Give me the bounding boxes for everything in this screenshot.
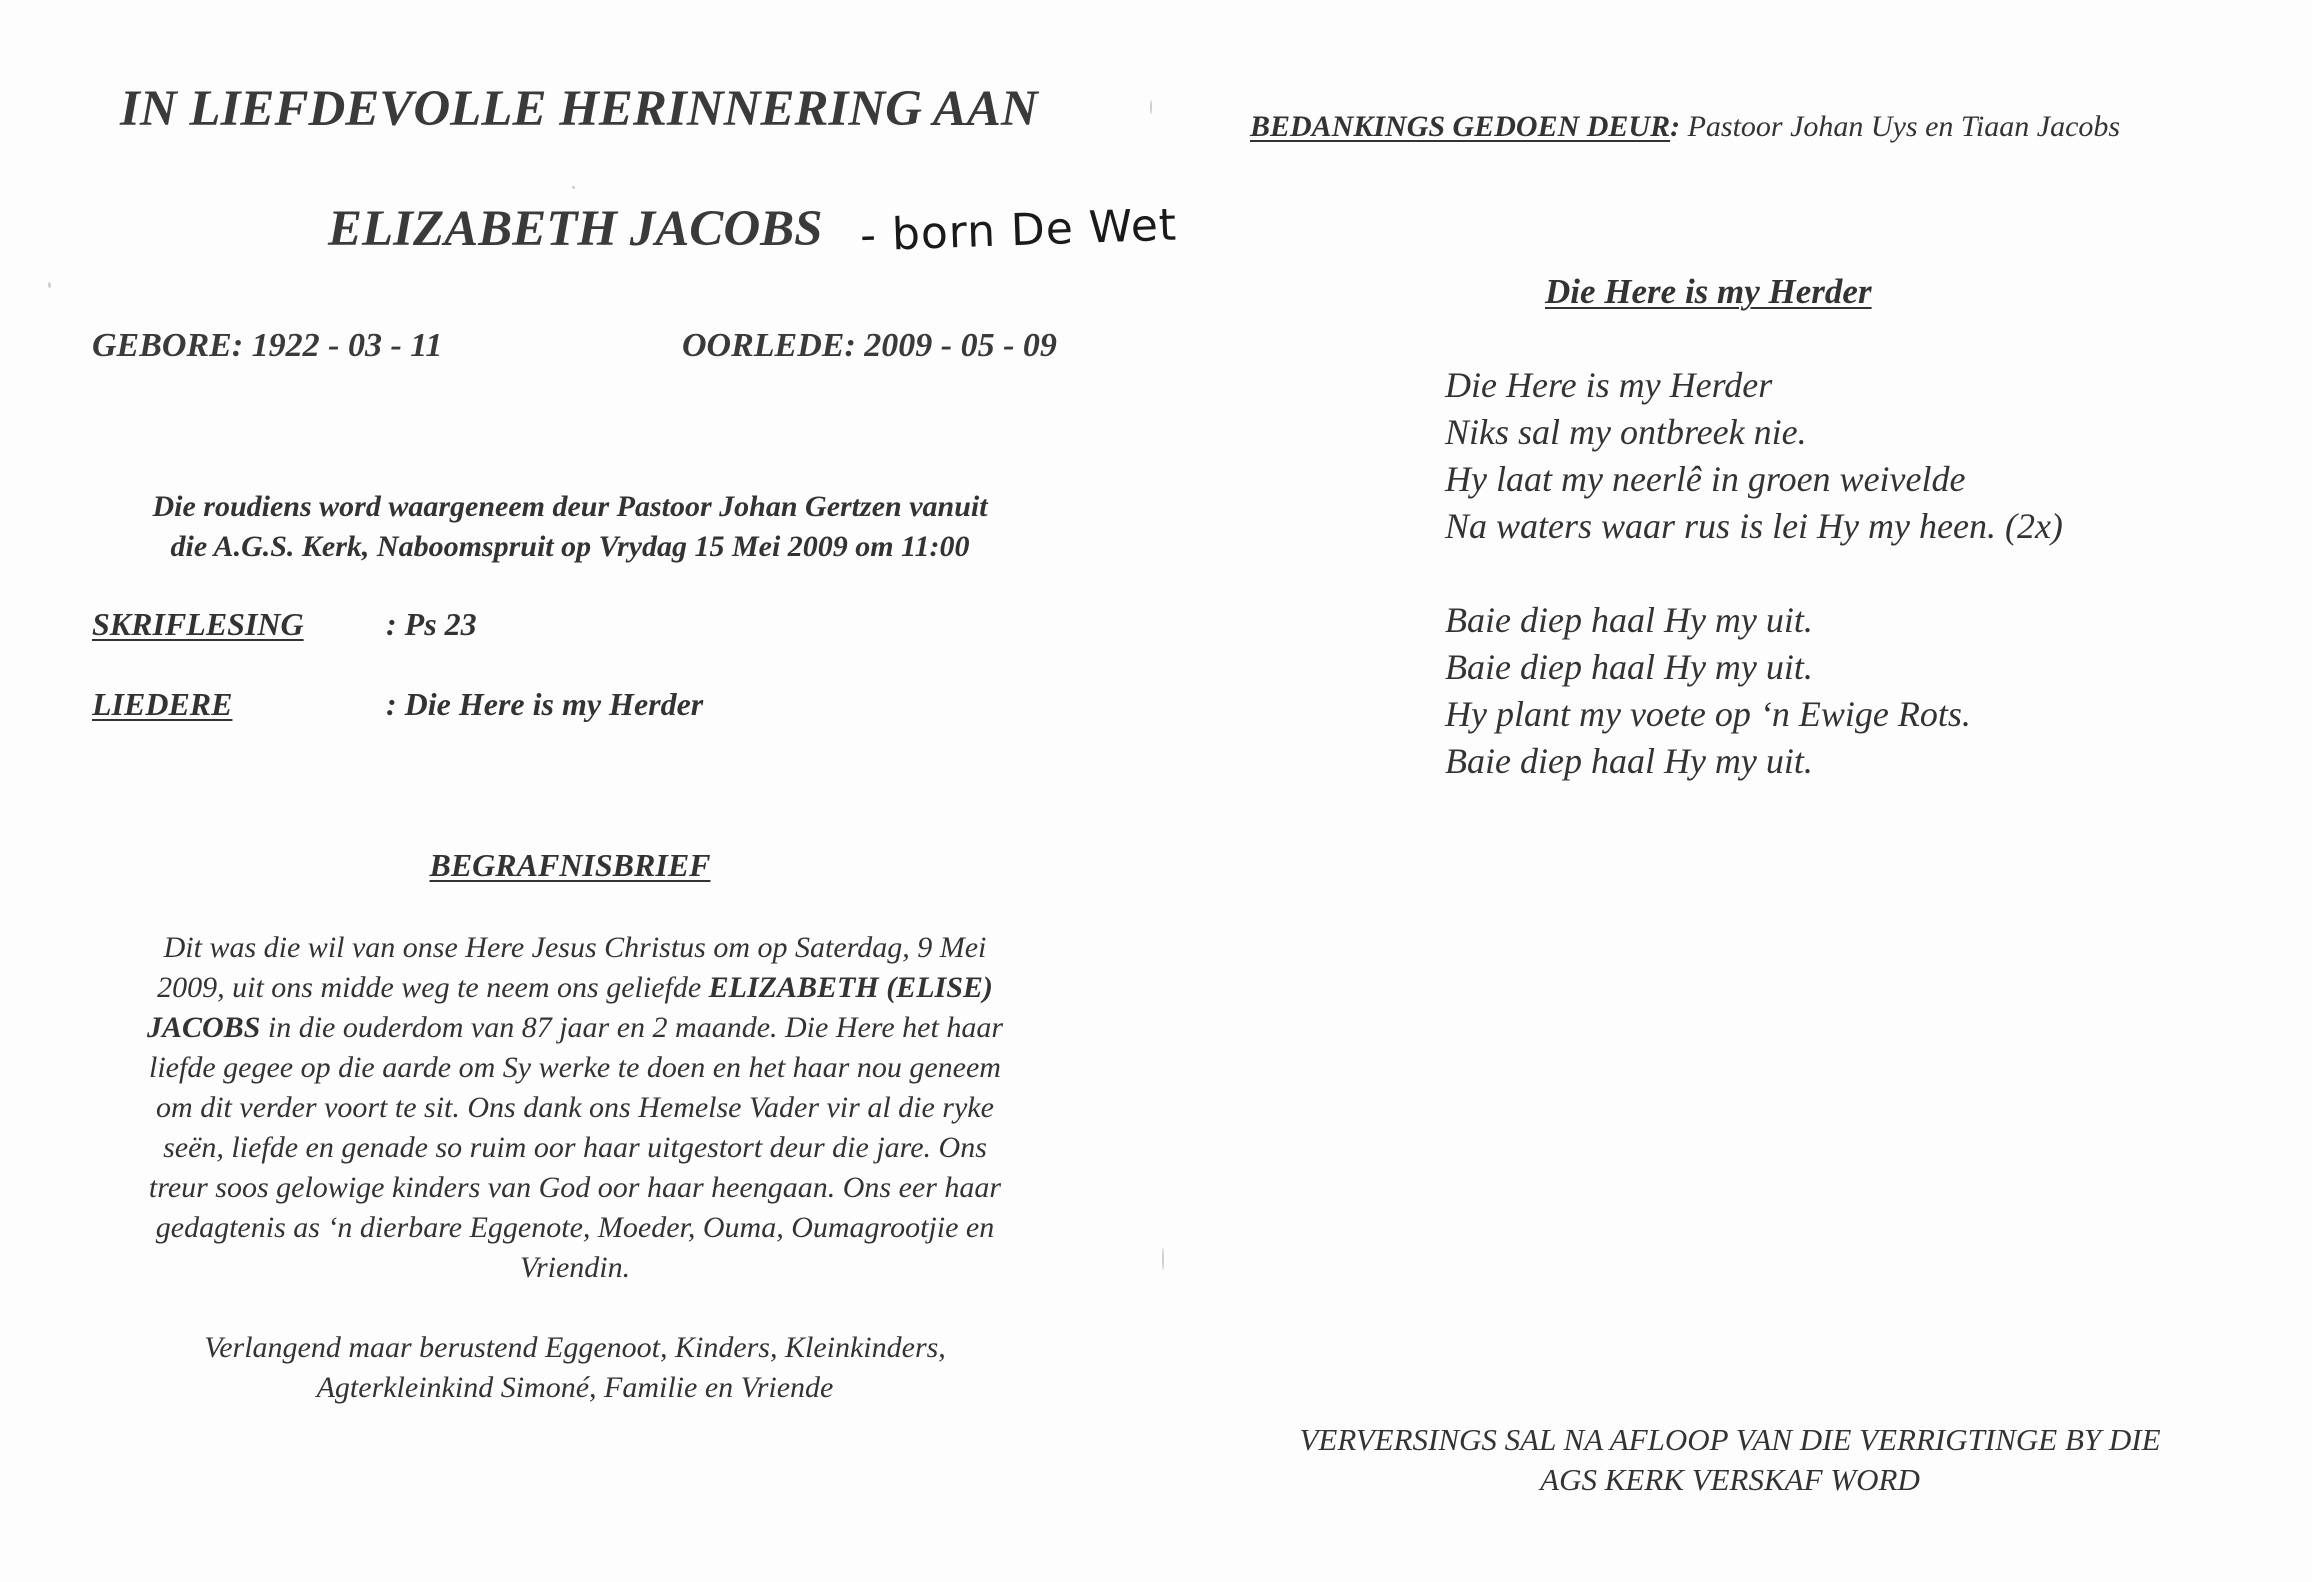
scan-speck [1162, 1248, 1164, 1270]
memorial-title: IN LIEFDEVOLLE HERINNERING AAN [120, 81, 1038, 137]
thanks-colon: : [1670, 110, 1681, 143]
refreshments-notice [1240, 1420, 2220, 1500]
service-details-line-2: die A.G.S. Kerk, Naboomspruit op Vrydag 15 Mei 2009 om 11:00 [170, 530, 970, 563]
signoff-line: Verlangend maar berustend Eggenoot, Kinders, Kleinkinders, [204, 1331, 946, 1364]
lyric-line: Baie diep haal Hy my uit. [1445, 600, 1813, 640]
funeral-letter-line: gedagtenis as ‘n dierbare Eggenote, Moeder, Ouma, Oumagrootjie en [155, 1211, 995, 1244]
thanks-label: BEDANKINGS GEDOEN DEUR [1250, 110, 1671, 143]
hymns-value: : Die Here is my Herder [386, 686, 704, 722]
thanks-value: Pastoor Johan Uys en Tiaan Jacobs [1680, 110, 2121, 143]
funeral-letter-line: Vriendin. [519, 1251, 631, 1284]
scripture-reading-value: : Ps 23 [386, 606, 477, 642]
lyric-line: Baie diep haal Hy my uit. [1445, 647, 1813, 687]
deceased-surname-bold: JACOBS [146, 1011, 261, 1044]
handwritten-maiden-name-note: - born De Wet [859, 199, 1178, 262]
scan-speck [1150, 100, 1152, 114]
funeral-letter-line: liefde gegee op die aarde om Sy werke te doen en het haar nou geneem [149, 1051, 1001, 1084]
funeral-letter-text: in die ouderdom van 87 jaar en 2 maande. Die Here het haar [260, 1011, 1004, 1044]
lyric-line: Na waters waar rus is lei Hy my heen. (2x) [1445, 506, 2063, 546]
hymn-lyrics [1445, 362, 2063, 785]
funeral-letter-line [95, 968, 1055, 1008]
funeral-letter-line [95, 1008, 1055, 1048]
funeral-letter-body [95, 928, 1055, 1288]
funeral-letter-line: seën, liefde en genade so ruim oor haar uitgestort deur die jare. Ons [163, 1131, 987, 1164]
family-signoff [95, 1328, 1055, 1408]
funeral-letter-heading: BEGRAFNISBRIEF [429, 847, 711, 883]
scan-speck [48, 282, 51, 288]
deceased-name: ELIZABETH JACOBS [328, 201, 823, 257]
verse-spacer [1445, 550, 2063, 597]
lyric-line: Baie diep haal Hy my uit. [1445, 741, 1813, 781]
lyric-line: Hy laat my neerlê in groen weivelde [1445, 459, 1966, 499]
thanks-line [1250, 110, 2120, 144]
funeral-letter-line: Dit was die wil van onse Here Jesus Christus om op Saterdag, 9 Mei [163, 931, 987, 964]
refreshments-line: AGS KERK VERSKAF WORD [1540, 1462, 1920, 1497]
deceased-full-name-bold: ELIZABETH (ELISE) [708, 971, 993, 1004]
lyric-line: Hy plant my voete op ‘n Ewige Rots. [1445, 694, 1971, 734]
birth-date: GEBORE: 1922 - 03 - 11 [92, 327, 443, 364]
scripture-reading-label: SKRIFLESING [92, 606, 304, 642]
signoff-line: Agterkleinkind Simoné, Familie en Vriende [316, 1371, 834, 1404]
lyric-line: Niks sal my ontbreek nie. [1445, 412, 1807, 452]
hymns-label: LIEDERE [92, 686, 233, 722]
refreshments-line: VERVERSINGS SAL NA AFLOOP VAN DIE VERRIGTINGE BY DIE [1299, 1422, 2161, 1457]
funeral-letter-line: om dit verder voort te sit. Ons dank ons Hemelse Vader vir al die ryke [156, 1091, 994, 1124]
scan-speck [572, 186, 575, 189]
hymn-heading: Die Here is my Herder [1545, 272, 1872, 311]
lyric-line: Die Here is my Herder [1445, 365, 1773, 405]
funeral-letter-line: treur soos gelowige kinders van God oor haar heengaan. Ons eer haar [148, 1171, 1002, 1204]
death-date: OORLEDE: 2009 - 05 - 09 [682, 327, 1057, 364]
funeral-letter-text: 2009, uit ons midde weg te neem ons geliefde [157, 971, 709, 1004]
service-details-line-1: Die roudiens word waargeneem deur Pastoor Johan Gertzen vanuit [152, 490, 988, 523]
